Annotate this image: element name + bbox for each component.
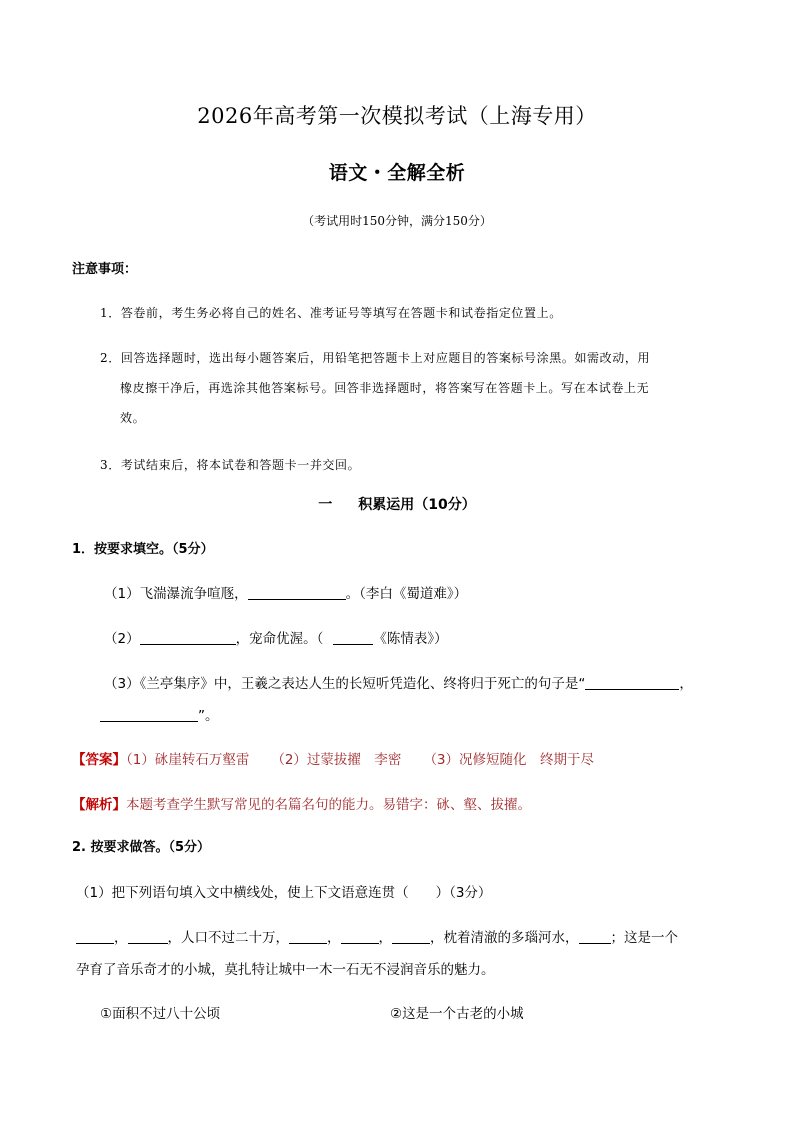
fill-blank xyxy=(579,929,611,944)
section-number: 一 xyxy=(318,497,333,513)
q1-line3-before: （3）《兰亭集序》中，王羲之表达人生的长短听凭造化、终将归于死亡的句子是“ xyxy=(104,676,586,692)
fill-blank xyxy=(341,929,379,944)
q1-line2-after: 《陈情表》） xyxy=(373,631,448,647)
question-1-item-3 xyxy=(104,672,693,692)
fill-blank xyxy=(248,585,346,600)
fill-blank xyxy=(333,630,373,645)
question-1-item-3-cont xyxy=(100,704,219,724)
q1-line2-mid: ，宠命优渥。（ xyxy=(235,631,324,647)
option-2: ②这是一个古老的小城 xyxy=(390,1006,524,1022)
answer-line xyxy=(72,748,594,768)
section-title: 积累运用（10分） xyxy=(358,497,476,513)
notice-item-1: 1．答卷前，考生务必将自己的姓名、准考证号等填写在答题卡和试卷指定位置上。 xyxy=(100,306,562,320)
fill-blank xyxy=(585,675,679,690)
passage-text-c: ；这是一个 xyxy=(610,930,678,946)
q1-line1-before: （1）飞湍瀑流争喧豗， xyxy=(104,586,248,602)
question-1-heading: 1．按要求填空。（5分） xyxy=(72,542,214,557)
answer-part-1: （1）砯崖转石万壑雷 xyxy=(126,752,250,768)
q1-line3-after: ， xyxy=(679,676,693,692)
exam-info: （考试用时150分钟，满分150分） xyxy=(302,214,492,228)
answer-tag: 【答案】 xyxy=(72,752,126,768)
fill-blank xyxy=(289,929,327,944)
fill-blank xyxy=(128,929,168,944)
question-2-passage-line-1: ， ，人口不过二十万， ， ， ，枕着清澈的多瑙河水， ；这是一个 xyxy=(76,926,678,946)
fill-blank xyxy=(392,929,430,944)
answer-part-2: （2）过蒙拔擢 李密 xyxy=(271,752,402,768)
q1-line4-after: ”。 xyxy=(198,708,219,724)
q1-line1-after: 。（李白《蜀道难》） xyxy=(345,586,468,602)
passage-text-a: ，人口不过二十万， xyxy=(167,930,289,946)
analysis-tag: 【解析】 xyxy=(72,797,126,813)
notice-item-3: 3．考试结束后，将本试卷和答题卡一并交回。 xyxy=(100,458,361,472)
answer-part-3: （3）况修短随化 终期于尽 xyxy=(423,752,595,768)
question-1-item-1 xyxy=(104,582,467,602)
fill-blank xyxy=(140,630,236,645)
page-title: 2026年高考第一次模拟考试（上海专用） xyxy=(197,104,597,128)
page-subtitle: 语文・全解全析 xyxy=(328,162,466,184)
fill-blank xyxy=(100,707,198,722)
fill-blank xyxy=(76,929,114,944)
analysis-line xyxy=(72,793,531,813)
passage-text-b: ，枕着清澈的多瑙河水， xyxy=(430,930,579,946)
question-2-heading: 2. 按要求做答。（5分） xyxy=(72,840,211,855)
notice-item-2-line-1: 2．回答选择题时，选出每小题答案后，用铅笔把答题卡上对应题目的答案标号涂黑。如需改动，用 xyxy=(100,351,651,365)
notice-item-2-line-3: 效。 xyxy=(120,411,146,425)
q1-line2-before: （2） xyxy=(104,631,140,647)
notice-item-2-line-2: 橡皮擦干净后，再选涂其他答案标号。回答非选择题时，将答案写在答题卡上。写在本试卷上无 xyxy=(120,381,650,395)
analysis-text: 本题考查学生默写常见的名篇名句的能力。易错字：砯、壑、拔擢。 xyxy=(126,797,531,813)
notice-heading: 注意事项： xyxy=(72,262,138,277)
section-heading xyxy=(0,494,794,514)
question-1-item-2 xyxy=(104,627,448,647)
option-1: ①面积不过八十公顷 xyxy=(100,1006,221,1022)
question-2-passage-line-2: 孕育了音乐奇才的小城，莫扎特让城中一木一石无不浸润音乐的魅力。 xyxy=(76,962,495,978)
question-2-instruction: （1）把下列语句填入文中横线处，使上下文语意连贯（ ）（3分） xyxy=(76,885,492,901)
